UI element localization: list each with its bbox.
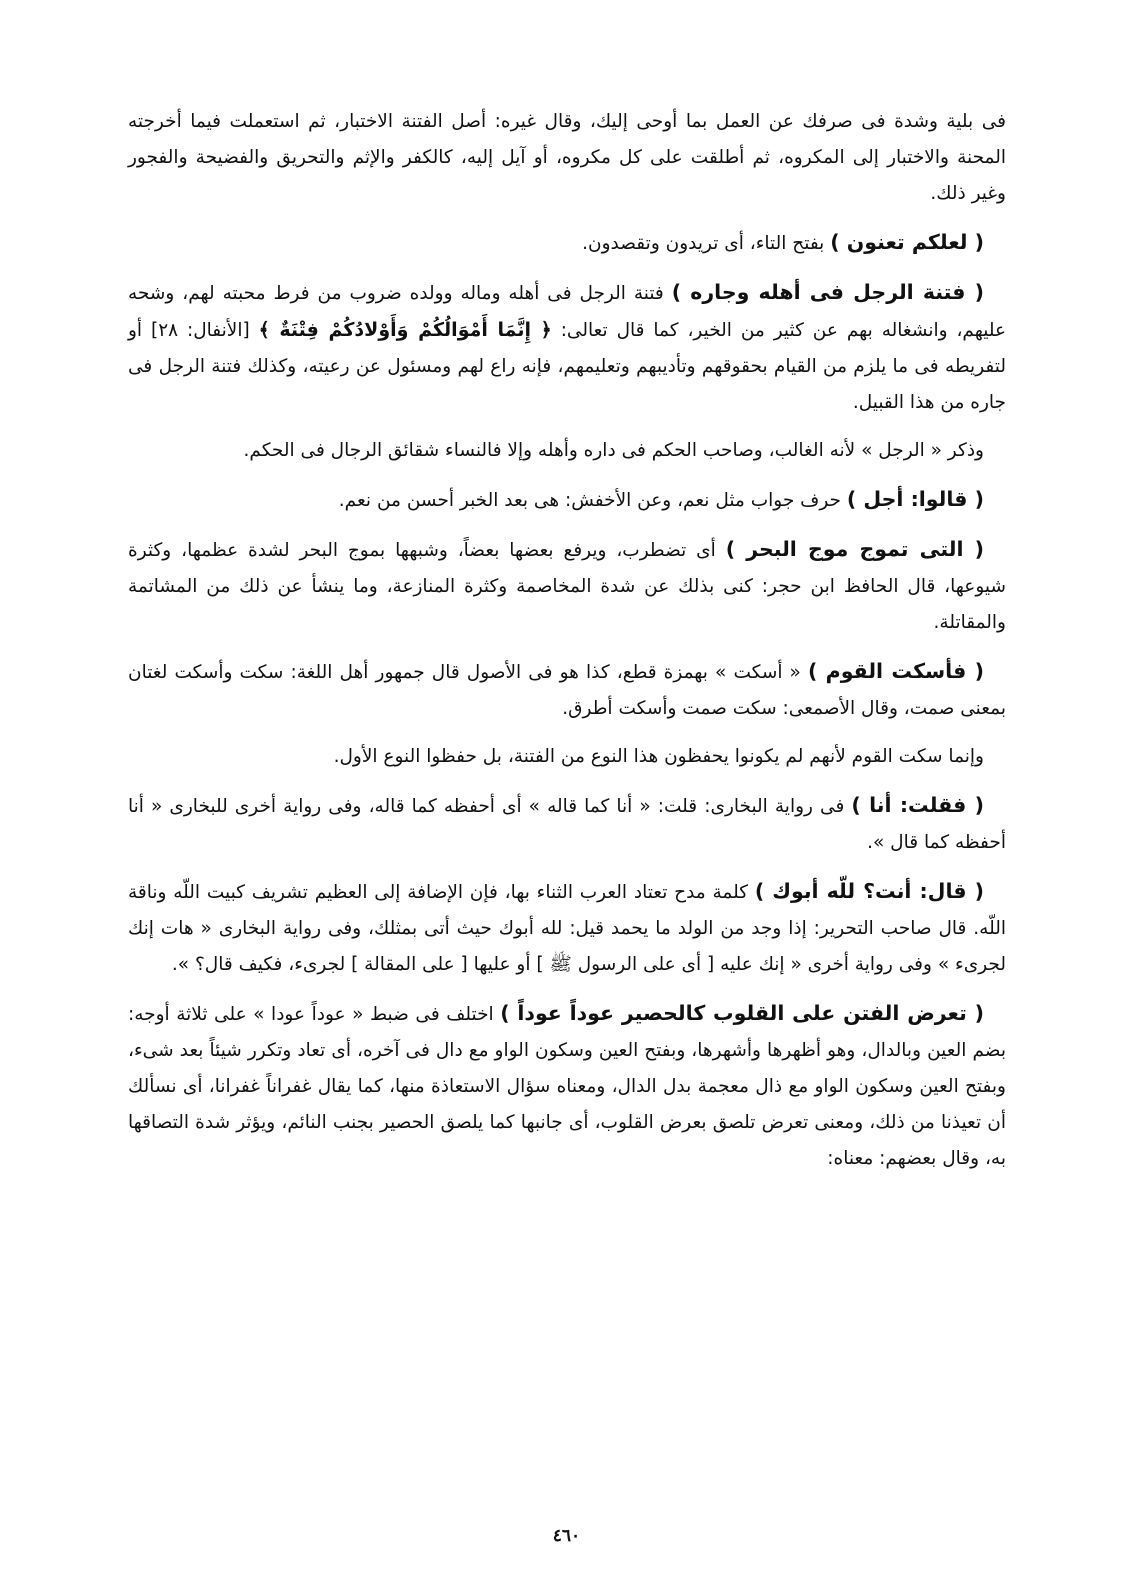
term-heading: ( فقلت: أنا )	[851, 793, 984, 817]
paragraph-10	[128, 873, 1006, 983]
term-heading: ( فأسكت القوم )	[807, 659, 984, 683]
term-heading: ( قالوا: أجل )	[846, 487, 984, 511]
paragraph-5	[128, 481, 1006, 519]
term-heading: ( تعرض الفتن على القلوب كالحصير عوداً عوداً )	[500, 1001, 984, 1025]
term-heading: ( قال: أنت؟ للّه أبوك )	[754, 879, 984, 903]
paragraph-text: بفتح التاء، أى تريدون وتقصدون.	[582, 233, 831, 254]
paragraph-text: حرف جواب مثل نعم، وعن الأخفش: هى بعد الخبر أحسن من نعم.	[338, 490, 847, 511]
paragraph-6	[128, 531, 1006, 641]
paragraph-text: فى بلية وشدة فى صرفك عن العمل بما أوحى إليك، وقال غيره: أصل الفتنة الاختبار، ثم استعملت فيما أخرجته المحنة والاختبار إلى المكروه، ثم أطلقت على كل مكروه، أو آيل إليه، كالكفر والإثم والتحريق والفضيحة والفجور وغير ذلك.	[128, 111, 1006, 204]
paragraph-text: وذكر « الرجل » لأنه الغالب، وصاحب الحكم فى داره وأهله وإلا فالنساء شقائق الرجال فى الحكم.	[243, 440, 984, 461]
paragraph-2	[128, 224, 1006, 262]
term-heading: ( لعلكم تعنون )	[830, 230, 984, 254]
term-heading: ( التى تموج موج البحر )	[725, 537, 984, 561]
paragraph-4	[128, 433, 1006, 469]
paragraph-3	[128, 274, 1006, 421]
page-number: ٤٦٠	[552, 1526, 581, 1546]
paragraph-1	[128, 104, 1006, 212]
paragraph-text: وإنما سكت القوم لأنهم لم يكونوا يحفظون هذا النوع من الفتنة، بل حفظوا النوع الأول.	[333, 746, 984, 767]
paragraph-text: كلمة مدح تعتاد العرب الثناء بها، فإن الإضافة إلى العظيم تشريف كبيت اللّه وناقة اللّه. قال صاحب التحرير: إذا وجد من الولد ما يحمد قيل: لله أبوك حيث أتى بمثلك، وفى رواية البخارى « هات إنك لجرىء » وفى رواية أخرى « إنك عليه [ أى على الرسول ﷺ ] أو عليها [ على المقالة ] لجرىء، فكيف قال؟ ».	[128, 882, 1006, 975]
paragraph-text: اختلف فى ضبط « عوداً عودا » على ثلاثة أوجه: بضم العين وبالدال، وهو أظهرها وأشهرها، وبفتح العين وسكون الواو مع دال فى آخره، أى تعاد وتكرر شيئاً بعد شىء، وبفتح العين وسكون الواو مع ذال معجمة بدل الدال، ومعناه سؤال الاستعاذة منها، كما يقال غفراناً غفرانا، أى نسألك أن تعيذنا من ذلك، ومعنى تعرض تلصق بعرض القلوب، أى جانبها كما يلصق الحصير بجنب النائم، ويؤثر شدة التصاقها به، وقال بعضهم: معناه:	[128, 1004, 1006, 1169]
paragraph-11	[128, 995, 1006, 1177]
paragraph-text: « أسكت » بهمزة قطع، كذا هو فى الأصول قال جمهور أهل اللغة: سكت وأسكت لغتان بمعنى صمت، وقال الأصمعى: سكت صمت وأسكت أطرق.	[128, 662, 1006, 719]
page-body	[128, 104, 1006, 1189]
paragraph-9	[128, 787, 1006, 861]
paragraph-7	[128, 653, 1006, 727]
paragraph-text: فتنة الرجل فى أهله وماله وولده ضروب من فرط محبته لهم، وشحه عليهم، وانشغاله بهم عن كثير من الخير، كما قال تعالى:	[128, 283, 1006, 341]
paragraph-text-continued: [الأنفال: ٢٨] أو لتفريطه فى ما يلزم من القيام بحقوقهم وتأديبهم وتعليمهم، فإنه راع لهم ومسئول عن رعيته، وكذلك فتنة الرجل فى جاره من هذا القبيل.	[128, 320, 1006, 413]
term-heading: ( فتنة الرجل فى أهله وجاره )	[671, 280, 984, 304]
paragraph-text: فى رواية البخارى: قلت: « أنا كما قاله » أى أحفظه كما قاله، وفى رواية أخرى للبخارى « أنا أحفظه كما قال ».	[128, 796, 1006, 853]
quran-verse: ﴿ إِنَّمَا أَمْوَالُكُمْ وَأَوْلادُكُمْ فِتْنَةٌ ﴾	[258, 319, 552, 341]
paragraph-text: أى تضطرب، ويرفع بعضها بعضاً، وشبهها بموج البحر لشدة عظمها، وكثرة شيوعها، قال الحافظ ابن حجر: كنى بذلك عن شدة المخاصمة وكثرة المنازعة، وما ينشأ عن ذلك من المشاتمة والمقاتلة.	[128, 540, 1006, 633]
paragraph-8	[128, 739, 1006, 775]
